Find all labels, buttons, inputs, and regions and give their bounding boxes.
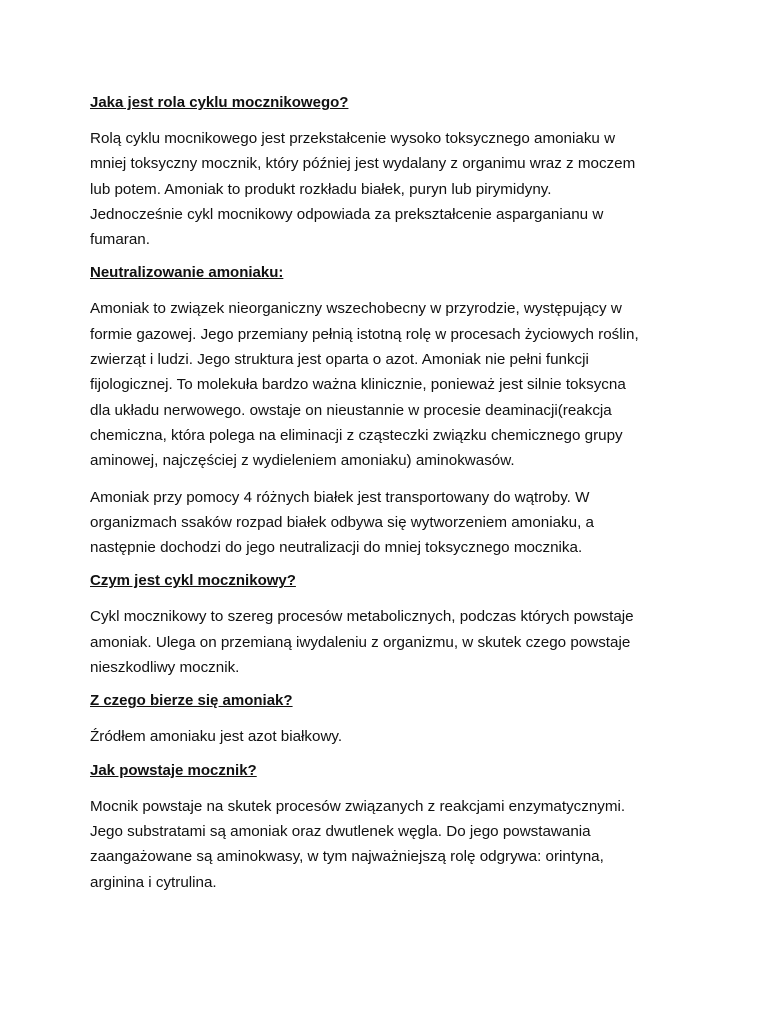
paragraph-line: aminowej, najczęściej z wydieleniem amoniaku) aminokwasów. [90, 452, 515, 470]
paragraph-line: Jednocześnie cykl mocnikowy odpowiada za prekształcenie asparganianu w [90, 205, 604, 223]
paragraph-line: zwierząt i ludzi. Jego struktura jest oparta o azot. Amoniak nie pełni funkcji [90, 351, 589, 369]
paragraph [90, 794, 690, 895]
paragraph [90, 126, 690, 252]
paragraph-line: fumaran. [90, 231, 150, 249]
paragraph [90, 485, 690, 561]
paragraph-line: nieszkodliwy mocznik. [90, 659, 240, 677]
paragraph-line: Jego substratami są amoniak oraz dwutlenek węgla. Do jego powstawania [90, 822, 591, 840]
paragraph-line: formie gazowej. Jego przemiany pełnią istotną rolę w procesach życiowych roślin, [90, 325, 639, 343]
paragraph-line: chemiczna, która polega na eliminacji z cząsteczki związku chemicznego grupy [90, 426, 623, 444]
paragraph-line: Amoniak przy pomocy 4 różnych białek jest transportowany do wątroby. W [90, 488, 590, 506]
section-heading: Jaka jest rola cyklu mocznikowego? [90, 94, 349, 111]
paragraph-line: Amoniak to związek nieorganiczny wszechobecny w przyrodzie, występujący w [90, 300, 622, 318]
paragraph [90, 724, 690, 749]
paragraph-line: następnie dochodzi do jego neutralizacji do mniej toksycznego mocznika. [90, 539, 583, 557]
paragraph-line: lub potem. Amoniak to produkt rozkładu białek, puryn lub pirymidyny. [90, 180, 552, 198]
paragraph-line: dla układu nerwowego. owstaje on nieustannie w procesie deaminacji(reakcja [90, 401, 612, 419]
paragraph [90, 604, 690, 680]
paragraph-line: organizmach ssaków rozpad białek odbywa się wytworzeniem amoniaku, a [90, 513, 594, 531]
paragraph-line: Mocnik powstaje na skutek procesów związanych z reakcjami enzymatycznymi. [90, 797, 626, 815]
section-heading: Z czego bierze się amoniak? [90, 692, 293, 710]
document-page [90, 93, 690, 906]
section-heading: Czym jest cykl mocznikowy? [90, 572, 296, 590]
paragraph-line: zaangażowane są aminokwasy, w tym najważniejszą rolę odgrywa: orintyna, [90, 848, 604, 866]
section-heading: Neutralizowanie amoniaku: [90, 264, 284, 282]
paragraph-line: Źródłem amoniaku jest azot białkowy. [90, 728, 343, 746]
paragraph-line: Rolą cyklu mocnikowego jest przekstałcenie wysoko toksycznego amoniaku w [90, 130, 616, 147]
paragraph-line: arginina i cytrulina. [90, 873, 217, 891]
paragraph [90, 296, 690, 473]
paragraph-line: mniej toksyczny mocznik, który później jest wydalany z organimu wraz z moczem [90, 155, 636, 173]
paragraph-line: Cykl mocznikowy to szereg procesów metabolicznych, podczas których powstaje [90, 608, 634, 626]
section-heading: Jak powstaje mocznik? [90, 761, 257, 779]
paragraph-line: fijologicznej. To molekuła bardzo ważna klinicznie, ponieważ jest silnie toksycna [90, 376, 626, 394]
paragraph-line: amoniak. Ulega on przemianą iwydaleniu z organizmu, w skutek czego powstaje [90, 633, 631, 651]
